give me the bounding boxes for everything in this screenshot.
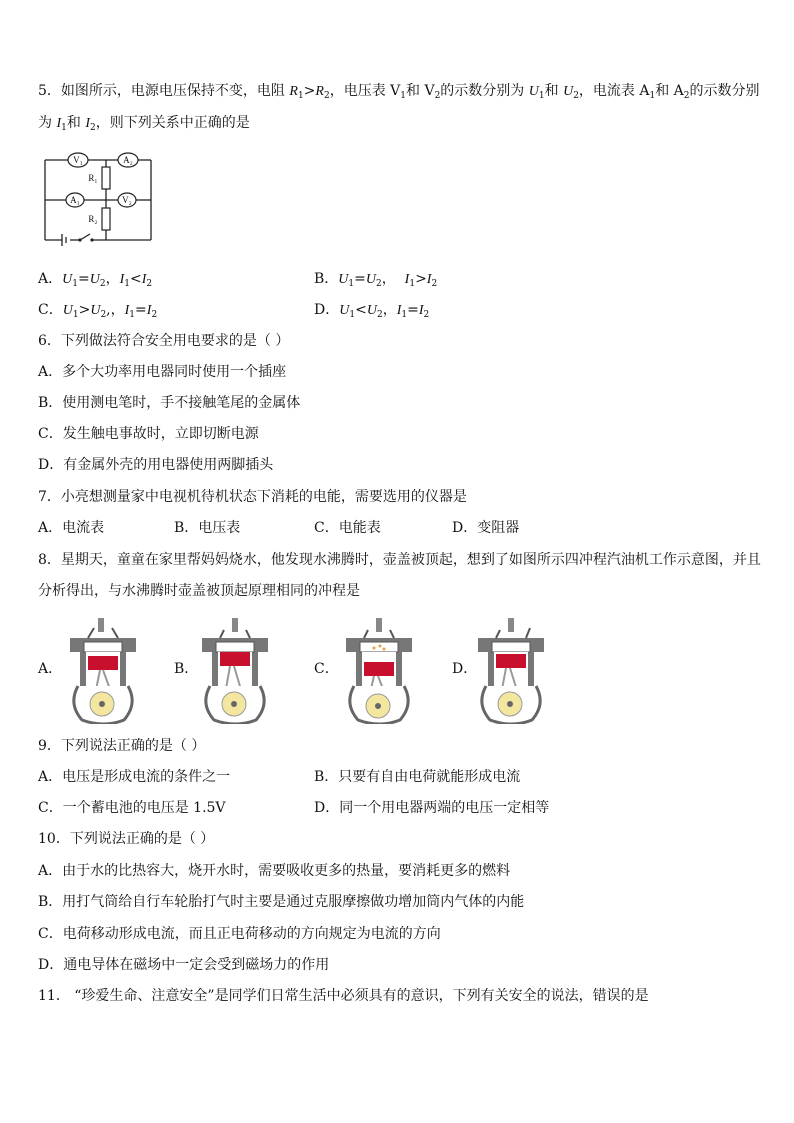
q10-option-c[interactable]: C．电荷移动形成电流，而且正电荷移动的方向规定为电流的方向 bbox=[38, 926, 441, 942]
q5-option-c[interactable]: C．$U_1>U_2$,，$I_1=I_2$ bbox=[38, 302, 158, 320]
r1-label: R₁ bbox=[88, 173, 98, 183]
q5-circuit-diagram bbox=[40, 148, 156, 246]
v2-label: V₂ bbox=[122, 195, 132, 205]
q9-option-c[interactable]: C．一个蓄电池的电压是 1.5V bbox=[38, 800, 226, 816]
q8-option-b-label[interactable]: B． bbox=[174, 661, 199, 677]
q8-option-a-label[interactable]: A． bbox=[38, 661, 63, 677]
q6-option-d[interactable]: D．有金属外壳的用电器使用两脚插头 bbox=[38, 457, 274, 473]
q7-option-c[interactable]: C．电能表 bbox=[314, 520, 381, 536]
q6-option-a[interactable]: A．多个大功率用电器同时使用一个插座 bbox=[38, 364, 287, 380]
q10-option-a[interactable]: A．由于水的比热容大，烧开水时，需要吸收更多的热量，要消耗更多的燃料 bbox=[38, 863, 511, 879]
q5-option-a[interactable]: A．$U_1=U_2$，$I_1<I_2$ bbox=[38, 271, 153, 289]
r2-label: R₂ bbox=[88, 214, 98, 224]
q8-stem-line-2: 分析得出，与水沸腾时壶盖被顶起原理相同的冲程是 bbox=[38, 583, 360, 599]
q7-stem: 7．小亮想测量家中电视机待机状态下消耗的电能，需要选用的仪器是 bbox=[38, 489, 467, 505]
q5-stem-line-2: 为 $I_1$和 $I_2$，则下列关系中正确的是 bbox=[38, 115, 250, 133]
q5-option-b[interactable]: B．$U_1=U_2$， $I_1>I_2$ bbox=[314, 271, 438, 289]
q10-option-b[interactable]: B．用打气筒给自行车轮胎打气时主要是通过克服摩擦做功增加筒内气体的内能 bbox=[38, 894, 525, 910]
q7-option-a[interactable]: A．电流表 bbox=[38, 520, 105, 536]
q6-option-c[interactable]: C．发生触电事故时，立即切断电源 bbox=[38, 426, 259, 442]
a1-label: A₁ bbox=[70, 195, 80, 205]
q11-stem: 11． “珍爱生命、注意安全”是同学们日常生活中必须具有的意识，下列有关安全的说法，错误的是 bbox=[38, 988, 649, 1004]
engine-diagram-c bbox=[340, 618, 418, 724]
q6-option-b[interactable]: B．使用测电笔时，手不接触笔尾的金属体 bbox=[38, 395, 301, 411]
q6-stem: 6．下列做法符合安全用电要求的是（ ） bbox=[38, 333, 290, 349]
q7-option-d[interactable]: D．变阻器 bbox=[452, 520, 520, 536]
q7-option-b[interactable]: B．电压表 bbox=[174, 520, 241, 536]
q8-stem-line-1: 8．星期天，童童在家里帮妈妈烧水，他发现水沸腾时，壶盖被顶起，想到了如图所示四冲程汽油机工作示意图，并且 bbox=[38, 552, 761, 568]
q5-option-d[interactable]: D．$U_1<U_2$，$I_1=I_2$ bbox=[314, 302, 430, 320]
q8-option-d-label[interactable]: D． bbox=[452, 661, 478, 677]
q9-stem: 9．下列说法正确的是（ ） bbox=[38, 738, 206, 754]
engine-diagram-d bbox=[472, 618, 550, 724]
a2-label: A₂ bbox=[123, 155, 133, 165]
q5-stem-line-1: 5．如图所示，电源电压保持不变，电阻 $R_1>R_2$，电压表 $V_1$和 $V_2$的示数分别为 $U_1$和 $U_2$，电流表 $A_1$和 $A_2$的示数分别 bbox=[38, 83, 760, 101]
q9-option-b[interactable]: B．只要有自由电荷就能形成电流 bbox=[314, 769, 521, 785]
q8-option-c-label[interactable]: C． bbox=[314, 661, 339, 677]
engine-diagram-a bbox=[64, 618, 142, 724]
v1-label: V₁ bbox=[73, 155, 83, 165]
engine-diagram-b bbox=[196, 618, 274, 724]
q9-option-d[interactable]: D．同一个用电器两端的电压一定相等 bbox=[314, 800, 550, 816]
q5-number: 5． bbox=[38, 83, 61, 99]
q10-stem: 10．下列说法正确的是（ ） bbox=[38, 831, 215, 847]
q10-option-d[interactable]: D．通电导体在磁场中一定会受到磁场力的作用 bbox=[38, 957, 330, 973]
q9-option-a[interactable]: A．电压是形成电流的条件之一 bbox=[38, 769, 231, 785]
